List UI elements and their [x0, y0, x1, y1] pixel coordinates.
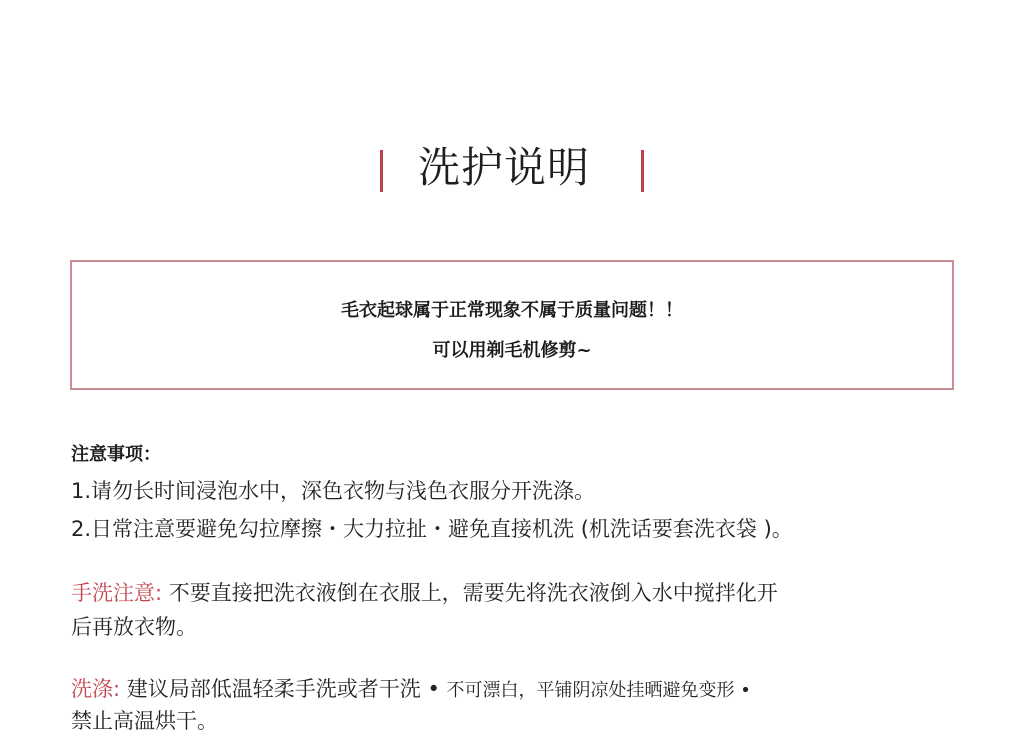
title-row — [0, 138, 1024, 198]
notes-heading: 注意事项： — [71, 444, 161, 465]
notice-box — [70, 260, 954, 390]
washing-label: 洗涤: — [71, 677, 121, 701]
title-bar-right — [641, 150, 644, 192]
notice-line-2: 可以用剃毛机修剪~ — [432, 340, 592, 361]
page-title: 洗护说明 — [418, 143, 591, 192]
hand-wash-line-1 — [71, 576, 778, 610]
hand-wash-text: 不要直接把洗衣液倒在衣服上，需要先将洗衣液倒入水中搅拌化开 — [168, 581, 778, 605]
hand-wash-label: 手洗注意: — [71, 581, 163, 605]
washing-text-part-2: 不可漂白，平铺阴凉处挂晒避免变形 • — [446, 680, 751, 701]
washing-line-1 — [71, 672, 751, 708]
washing-line-2: 禁止高温烘干。 — [71, 709, 218, 733]
washing-text-part-1: 建议局部低温轻柔手洗或者干洗 • — [126, 677, 440, 701]
title-bar-left — [380, 150, 383, 192]
notes-item-2: 2.日常注意要避免勾拉摩擦・大力拉扯・避免直接机洗 (机洗话要套洗衣袋 )。 — [71, 517, 793, 541]
notice-line-1: 毛衣起球属于正常现象不属于质量问题！！ — [341, 300, 683, 321]
hand-wash-line-2: 后再放衣物。 — [71, 615, 197, 639]
notes-item-1: 1.请勿长时间浸泡水中，深色衣物与浅色衣服分开洗涤。 — [71, 479, 596, 503]
